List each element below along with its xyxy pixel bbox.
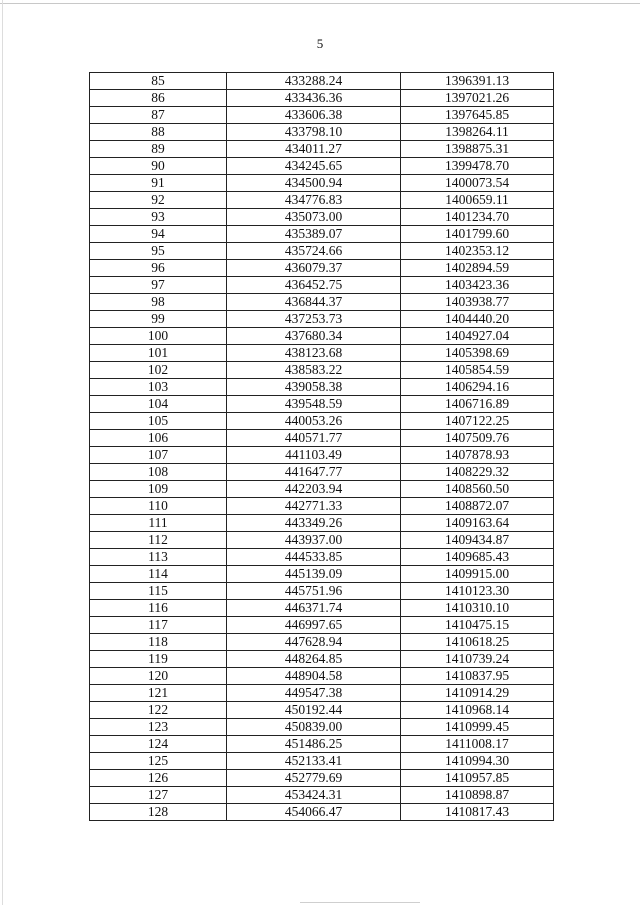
table-row — [90, 498, 554, 515]
y-coordinate-cell: 1396391.13 — [401, 73, 554, 90]
y-coordinate-cell: 1408229.32 — [401, 464, 554, 481]
y-coordinate-cell: 1403423.36 — [401, 277, 554, 294]
y-coordinate-cell: 1409434.87 — [401, 532, 554, 549]
point-number-cell: 115 — [90, 583, 227, 600]
point-number-cell: 112 — [90, 532, 227, 549]
table-row — [90, 566, 554, 583]
point-number-cell: 119 — [90, 651, 227, 668]
scan-edge-bottom — [300, 902, 420, 903]
table-row — [90, 243, 554, 260]
x-coordinate-cell: 440053.26 — [227, 413, 401, 430]
table-row — [90, 804, 554, 821]
point-number-cell: 125 — [90, 753, 227, 770]
y-coordinate-cell: 1398875.31 — [401, 141, 554, 158]
coordinates-table — [89, 72, 554, 821]
point-number-cell: 121 — [90, 685, 227, 702]
y-coordinate-cell: 1397645.85 — [401, 107, 554, 124]
scan-edge-left — [2, 0, 3, 905]
x-coordinate-cell: 436844.37 — [227, 294, 401, 311]
x-coordinate-cell: 454066.47 — [227, 804, 401, 821]
y-coordinate-cell: 1400073.54 — [401, 175, 554, 192]
x-coordinate-cell: 438123.68 — [227, 345, 401, 362]
point-number-cell: 116 — [90, 600, 227, 617]
table-row — [90, 549, 554, 566]
point-number-cell: 85 — [90, 73, 227, 90]
table-row — [90, 583, 554, 600]
y-coordinate-cell: 1407509.76 — [401, 430, 554, 447]
table-row — [90, 73, 554, 90]
table-row — [90, 600, 554, 617]
x-coordinate-cell: 446997.65 — [227, 617, 401, 634]
table-row — [90, 413, 554, 430]
point-number-cell: 124 — [90, 736, 227, 753]
y-coordinate-cell: 1410914.29 — [401, 685, 554, 702]
point-number-cell: 97 — [90, 277, 227, 294]
x-coordinate-cell: 437253.73 — [227, 311, 401, 328]
y-coordinate-cell: 1410898.87 — [401, 787, 554, 804]
x-coordinate-cell: 451486.25 — [227, 736, 401, 753]
table-row — [90, 753, 554, 770]
coordinates-table-body — [90, 73, 554, 821]
point-number-cell: 120 — [90, 668, 227, 685]
table-row — [90, 719, 554, 736]
x-coordinate-cell: 448904.58 — [227, 668, 401, 685]
point-number-cell: 89 — [90, 141, 227, 158]
point-number-cell: 110 — [90, 498, 227, 515]
x-coordinate-cell: 434011.27 — [227, 141, 401, 158]
point-number-cell: 126 — [90, 770, 227, 787]
x-coordinate-cell: 436079.37 — [227, 260, 401, 277]
table-row — [90, 396, 554, 413]
point-number-cell: 95 — [90, 243, 227, 260]
x-coordinate-cell: 435073.00 — [227, 209, 401, 226]
x-coordinate-cell: 439058.38 — [227, 379, 401, 396]
table-row — [90, 379, 554, 396]
x-coordinate-cell: 450839.00 — [227, 719, 401, 736]
table-row — [90, 124, 554, 141]
x-coordinate-cell: 436452.75 — [227, 277, 401, 294]
table-row — [90, 668, 554, 685]
x-coordinate-cell: 433288.24 — [227, 73, 401, 90]
point-number-cell: 92 — [90, 192, 227, 209]
table-row — [90, 226, 554, 243]
y-coordinate-cell: 1410957.85 — [401, 770, 554, 787]
table-row — [90, 617, 554, 634]
point-number-cell: 108 — [90, 464, 227, 481]
point-number-cell: 107 — [90, 447, 227, 464]
y-coordinate-cell: 1409915.00 — [401, 566, 554, 583]
x-coordinate-cell: 434776.83 — [227, 192, 401, 209]
table-row — [90, 770, 554, 787]
point-number-cell: 127 — [90, 787, 227, 804]
x-coordinate-cell: 440571.77 — [227, 430, 401, 447]
x-coordinate-cell: 433606.38 — [227, 107, 401, 124]
x-coordinate-cell: 448264.85 — [227, 651, 401, 668]
y-coordinate-cell: 1408872.07 — [401, 498, 554, 515]
table-row — [90, 532, 554, 549]
point-number-cell: 88 — [90, 124, 227, 141]
table-row — [90, 158, 554, 175]
y-coordinate-cell: 1401234.70 — [401, 209, 554, 226]
point-number-cell: 93 — [90, 209, 227, 226]
point-number-cell: 128 — [90, 804, 227, 821]
point-number-cell: 87 — [90, 107, 227, 124]
point-number-cell: 109 — [90, 481, 227, 498]
table-row — [90, 328, 554, 345]
x-coordinate-cell: 435724.66 — [227, 243, 401, 260]
y-coordinate-cell: 1407878.93 — [401, 447, 554, 464]
point-number-cell: 117 — [90, 617, 227, 634]
y-coordinate-cell: 1410739.24 — [401, 651, 554, 668]
x-coordinate-cell: 452133.41 — [227, 753, 401, 770]
y-coordinate-cell: 1409685.43 — [401, 549, 554, 566]
x-coordinate-cell: 447628.94 — [227, 634, 401, 651]
table-row — [90, 464, 554, 481]
x-coordinate-cell: 450192.44 — [227, 702, 401, 719]
x-coordinate-cell: 446371.74 — [227, 600, 401, 617]
y-coordinate-cell: 1403938.77 — [401, 294, 554, 311]
y-coordinate-cell: 1410999.45 — [401, 719, 554, 736]
x-coordinate-cell: 452779.69 — [227, 770, 401, 787]
y-coordinate-cell: 1404927.04 — [401, 328, 554, 345]
table-row — [90, 736, 554, 753]
table-row — [90, 277, 554, 294]
x-coordinate-cell: 437680.34 — [227, 328, 401, 345]
x-coordinate-cell: 453424.31 — [227, 787, 401, 804]
x-coordinate-cell: 433436.36 — [227, 90, 401, 107]
scan-edge-top — [0, 3, 640, 4]
page-number: 5 — [316, 36, 324, 51]
x-coordinate-cell: 445139.09 — [227, 566, 401, 583]
x-coordinate-cell: 439548.59 — [227, 396, 401, 413]
point-number-cell: 105 — [90, 413, 227, 430]
x-coordinate-cell: 442771.33 — [227, 498, 401, 515]
y-coordinate-cell: 1402894.59 — [401, 260, 554, 277]
x-coordinate-cell: 441647.77 — [227, 464, 401, 481]
x-coordinate-cell: 435389.07 — [227, 226, 401, 243]
point-number-cell: 123 — [90, 719, 227, 736]
x-coordinate-cell: 433798.10 — [227, 124, 401, 141]
x-coordinate-cell: 434245.65 — [227, 158, 401, 175]
table-row — [90, 107, 554, 124]
y-coordinate-cell: 1411008.17 — [401, 736, 554, 753]
y-coordinate-cell: 1410310.10 — [401, 600, 554, 617]
table-row — [90, 294, 554, 311]
x-coordinate-cell: 434500.94 — [227, 175, 401, 192]
point-number-cell: 111 — [90, 515, 227, 532]
table-row — [90, 345, 554, 362]
table-row — [90, 515, 554, 532]
x-coordinate-cell: 444533.85 — [227, 549, 401, 566]
y-coordinate-cell: 1410817.43 — [401, 804, 554, 821]
table-row — [90, 787, 554, 804]
table-row — [90, 634, 554, 651]
y-coordinate-cell: 1401799.60 — [401, 226, 554, 243]
table-row — [90, 702, 554, 719]
y-coordinate-cell: 1405854.59 — [401, 362, 554, 379]
point-number-cell: 86 — [90, 90, 227, 107]
y-coordinate-cell: 1410994.30 — [401, 753, 554, 770]
y-coordinate-cell: 1400659.11 — [401, 192, 554, 209]
point-number-cell: 106 — [90, 430, 227, 447]
y-coordinate-cell: 1410968.14 — [401, 702, 554, 719]
table-row — [90, 481, 554, 498]
x-coordinate-cell: 445751.96 — [227, 583, 401, 600]
x-coordinate-cell: 442203.94 — [227, 481, 401, 498]
table-row — [90, 430, 554, 447]
x-coordinate-cell: 441103.49 — [227, 447, 401, 464]
x-coordinate-cell: 443349.26 — [227, 515, 401, 532]
point-number-cell: 114 — [90, 566, 227, 583]
point-number-cell: 101 — [90, 345, 227, 362]
table-row — [90, 209, 554, 226]
y-coordinate-cell: 1405398.69 — [401, 345, 554, 362]
table-row — [90, 447, 554, 464]
point-number-cell: 96 — [90, 260, 227, 277]
y-coordinate-cell: 1410475.15 — [401, 617, 554, 634]
table-row — [90, 90, 554, 107]
point-number-cell: 100 — [90, 328, 227, 345]
point-number-cell: 91 — [90, 175, 227, 192]
point-number-cell: 113 — [90, 549, 227, 566]
y-coordinate-cell: 1410837.95 — [401, 668, 554, 685]
y-coordinate-cell: 1407122.25 — [401, 413, 554, 430]
y-coordinate-cell: 1404440.20 — [401, 311, 554, 328]
y-coordinate-cell: 1399478.70 — [401, 158, 554, 175]
x-coordinate-cell: 438583.22 — [227, 362, 401, 379]
point-number-cell: 118 — [90, 634, 227, 651]
table-row — [90, 260, 554, 277]
point-number-cell: 103 — [90, 379, 227, 396]
y-coordinate-cell: 1409163.64 — [401, 515, 554, 532]
y-coordinate-cell: 1398264.11 — [401, 124, 554, 141]
table-row — [90, 362, 554, 379]
y-coordinate-cell: 1408560.50 — [401, 481, 554, 498]
y-coordinate-cell: 1397021.26 — [401, 90, 554, 107]
table-row — [90, 685, 554, 702]
point-number-cell: 122 — [90, 702, 227, 719]
point-number-cell: 99 — [90, 311, 227, 328]
table-row — [90, 192, 554, 209]
x-coordinate-cell: 443937.00 — [227, 532, 401, 549]
table-row — [90, 651, 554, 668]
y-coordinate-cell: 1406294.16 — [401, 379, 554, 396]
y-coordinate-cell: 1410618.25 — [401, 634, 554, 651]
table-row — [90, 311, 554, 328]
y-coordinate-cell: 1402353.12 — [401, 243, 554, 260]
x-coordinate-cell: 449547.38 — [227, 685, 401, 702]
point-number-cell: 102 — [90, 362, 227, 379]
table-row — [90, 141, 554, 158]
point-number-cell: 104 — [90, 396, 227, 413]
table-row — [90, 175, 554, 192]
point-number-cell: 98 — [90, 294, 227, 311]
point-number-cell: 90 — [90, 158, 227, 175]
point-number-cell: 94 — [90, 226, 227, 243]
y-coordinate-cell: 1406716.89 — [401, 396, 554, 413]
y-coordinate-cell: 1410123.30 — [401, 583, 554, 600]
